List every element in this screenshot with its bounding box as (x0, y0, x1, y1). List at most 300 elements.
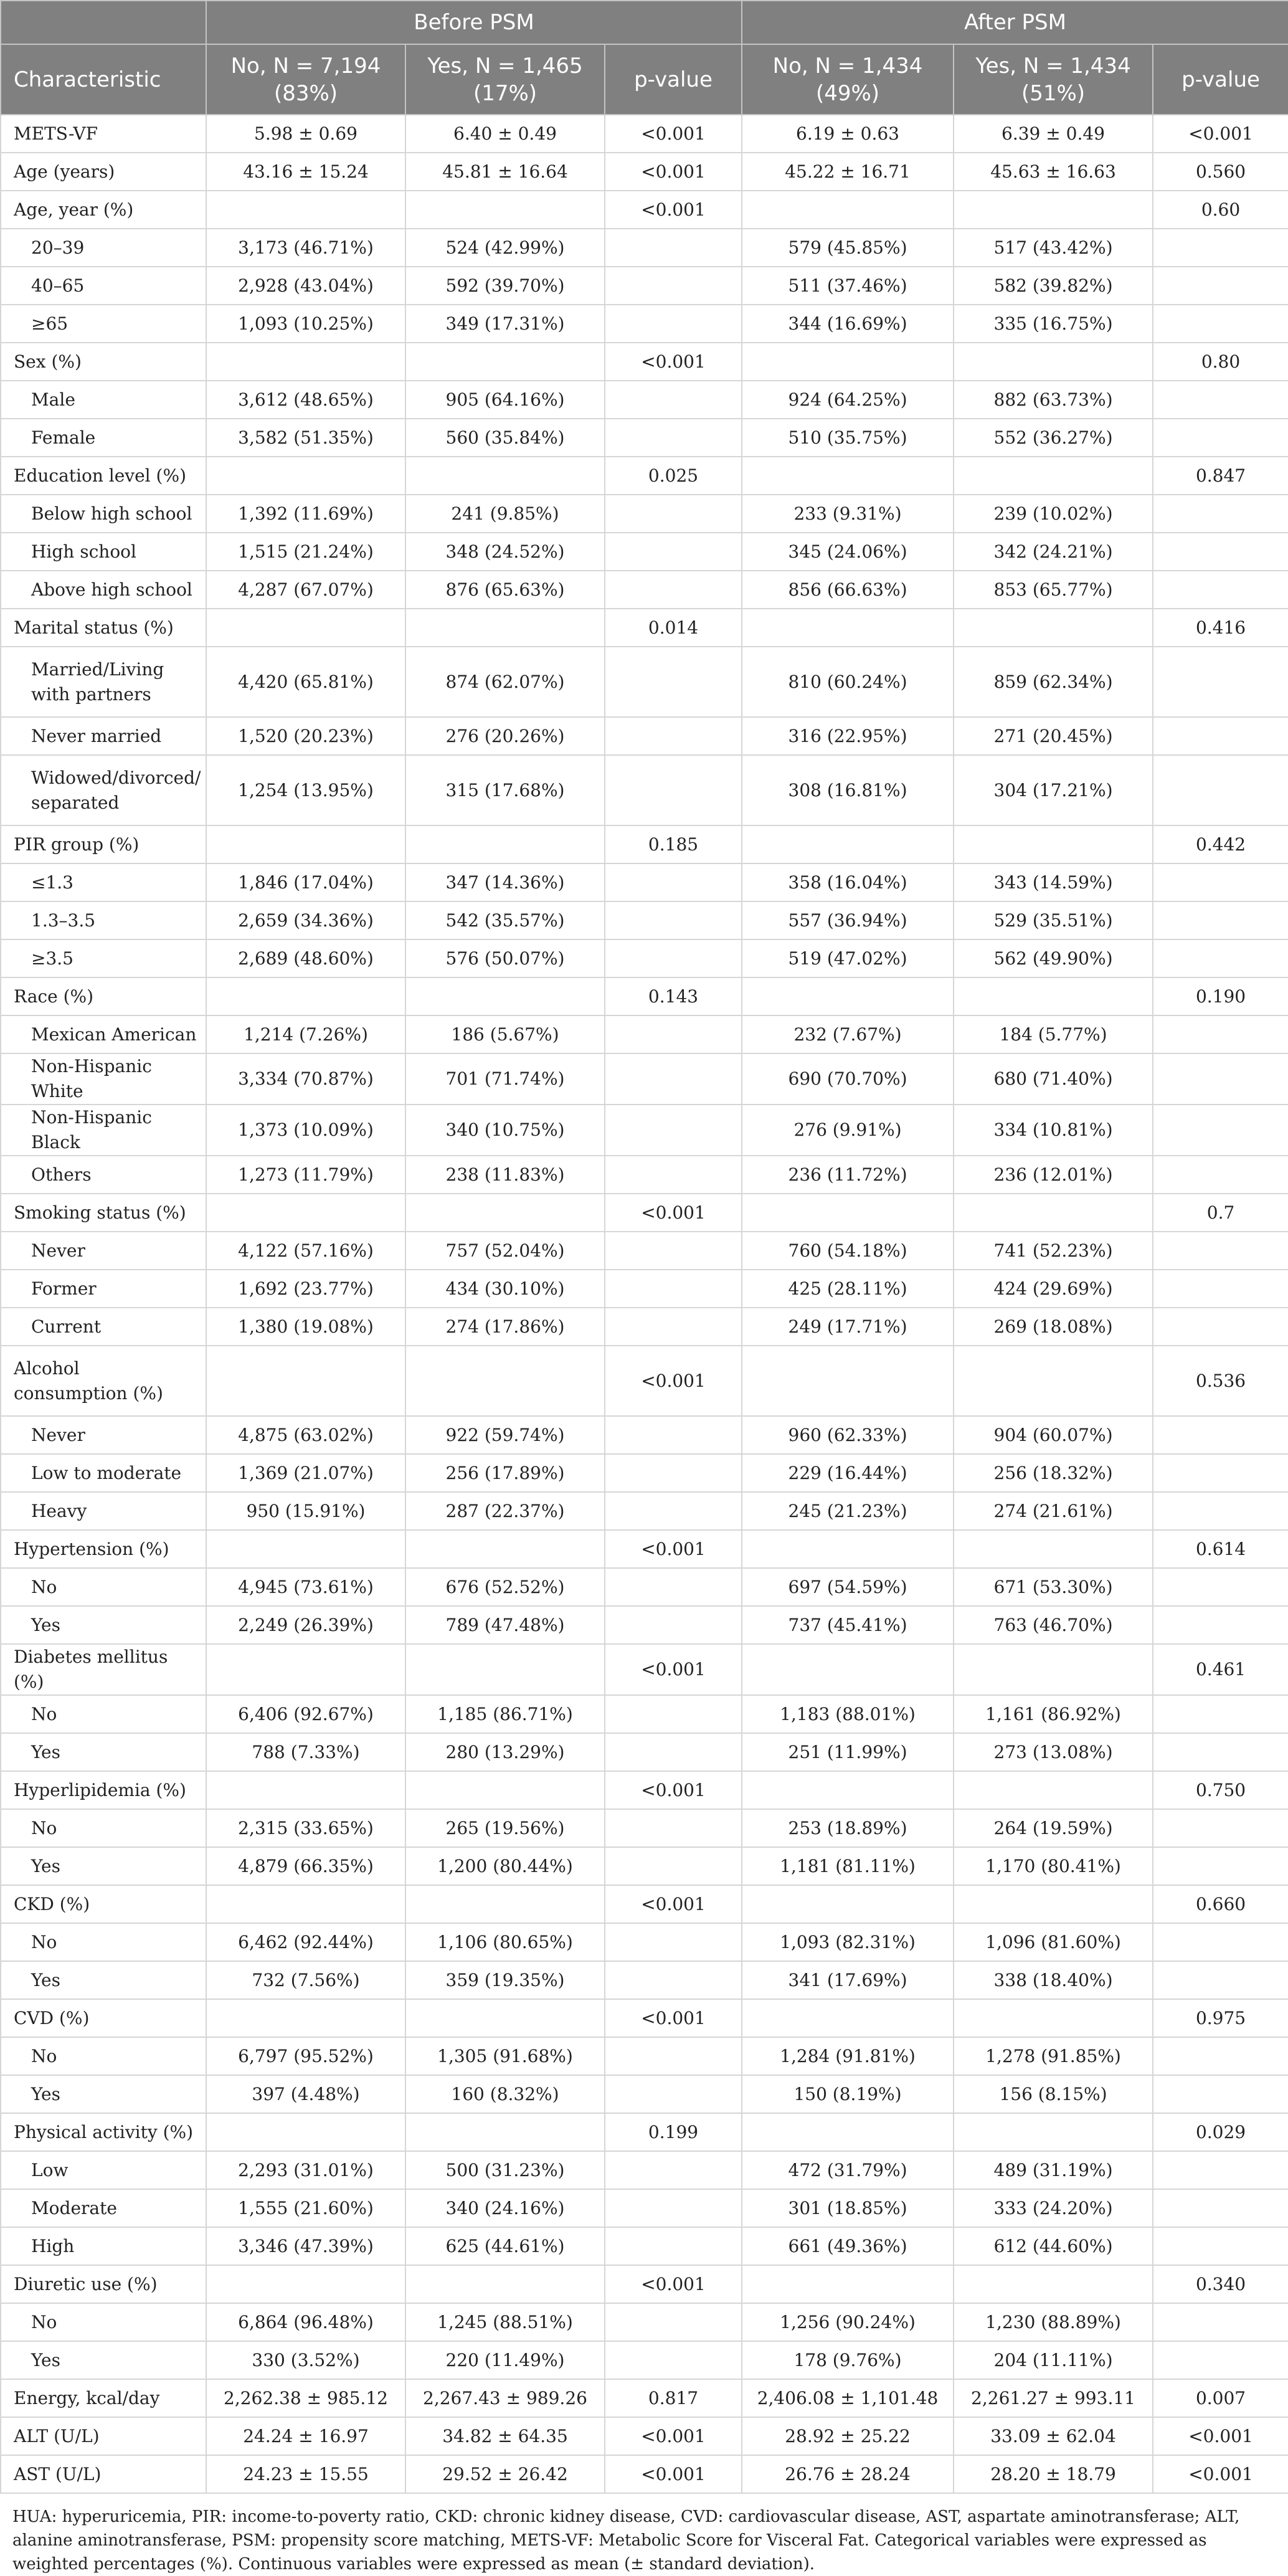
before-no-cell: 1,380 (19.08%) (206, 1308, 405, 1346)
before-p-value-cell (605, 1961, 742, 1999)
before-p-value-cell (605, 2075, 742, 2113)
after-yes-cell (954, 343, 1153, 381)
before-yes-cell: 876 (65.63%) (405, 571, 605, 609)
after-yes-cell: 338 (18.40%) (954, 1961, 1153, 1999)
table-row (1, 977, 1288, 1015)
after-yes-cell: 45.63 ± 16.63 (954, 153, 1153, 191)
after-p-value-cell (1153, 571, 1288, 609)
before-no-cell: 3,334 (70.87%) (206, 1053, 405, 1105)
after-p-value-cell (1153, 1568, 1288, 1606)
before-yes-cell (405, 1530, 605, 1568)
after-yes-cell (954, 1885, 1153, 1923)
before-no-cell: 397 (4.48%) (206, 2075, 405, 2113)
before-p-value-cell (605, 305, 742, 343)
before-no-cell (206, 825, 405, 863)
table-row (1, 1999, 1288, 2037)
after-p-value-cell (1153, 533, 1288, 571)
after-p-value-cell (1153, 2341, 1288, 2379)
before-no-cell: 24.23 ± 15.55 (206, 2455, 405, 2493)
after-no-cell (742, 1530, 954, 1568)
before-p-value-cell: <0.001 (605, 343, 742, 381)
characteristic-cell: Yes (1, 1847, 206, 1885)
before-p-value-cell: <0.001 (605, 2265, 742, 2303)
before-no-cell (206, 2113, 405, 2151)
before-yes-cell: 757 (52.04%) (405, 1232, 605, 1270)
table-row (1, 153, 1288, 191)
characteristic-cell: Yes (1, 1606, 206, 1644)
after-yes-cell (954, 2265, 1153, 2303)
before-yes-cell: 625 (44.61%) (405, 2227, 605, 2265)
before-p-value-cell (605, 1270, 742, 1308)
after-p-value-cell (1153, 1809, 1288, 1847)
before-no-cell (206, 343, 405, 381)
after-yes-cell: 184 (5.77%) (954, 1015, 1153, 1053)
table-subrow (1, 2227, 1288, 2265)
before-p-value-cell (605, 2227, 742, 2265)
before-p-value-cell (605, 2303, 742, 2341)
after-p-value-cell (1153, 1105, 1288, 1156)
characteristic-cell: Alcohol consumption (%) (1, 1346, 206, 1416)
after-no-cell: 358 (16.04%) (742, 863, 954, 901)
before-yes-cell: 1,200 (80.44%) (405, 1847, 605, 1885)
after-yes-cell (954, 191, 1153, 229)
before-yes-cell: 34.82 ± 64.35 (405, 2417, 605, 2455)
before-p-value-cell (605, 863, 742, 901)
before-yes-cell: 340 (24.16%) (405, 2189, 605, 2227)
before-no-cell (206, 457, 405, 495)
after-yes-cell: 552 (36.27%) (954, 419, 1153, 457)
before-p-value-cell (605, 1733, 742, 1771)
before-yes-cell (405, 1885, 605, 1923)
before-yes-cell: 287 (22.37%) (405, 1492, 605, 1530)
table-subrow (1, 717, 1288, 755)
after-no-cell: 519 (47.02%) (742, 939, 954, 977)
characteristic-cell: No (1, 2037, 206, 2075)
characteristic-cell: Age, year (%) (1, 191, 206, 229)
after-no-cell: 960 (62.33%) (742, 1416, 954, 1454)
before-p-value-cell: <0.001 (605, 1999, 742, 2037)
before-no-cell: 1,254 (13.95%) (206, 755, 405, 825)
after-yes-cell: 424 (29.69%) (954, 1270, 1153, 1308)
characteristic-cell: No (1, 1568, 206, 1606)
before-p-value-cell: 0.025 (605, 457, 742, 495)
before-no-cell: 24.24 ± 16.97 (206, 2417, 405, 2455)
table-subrow (1, 267, 1288, 305)
after-p-value-cell (1153, 901, 1288, 939)
before-p-value-cell (605, 1015, 742, 1053)
table-subrow (1, 1308, 1288, 1346)
after-no-cell: 856 (66.63%) (742, 571, 954, 609)
characteristic-cell: Current (1, 1308, 206, 1346)
after-no-cell (742, 457, 954, 495)
before-no-cell: 4,420 (65.81%) (206, 647, 405, 717)
after-p-value-cell (1153, 1733, 1288, 1771)
after-p-value-cell (1153, 1015, 1288, 1053)
before-no-cell: 5.98 ± 0.69 (206, 115, 405, 153)
characteristic-cell: High school (1, 533, 206, 571)
after-p-value-cell (1153, 939, 1288, 977)
after-p-value-cell: 0.614 (1153, 1530, 1288, 1568)
after-yes-cell (954, 609, 1153, 647)
after-p-value-cell: 0.416 (1153, 609, 1288, 647)
characteristic-cell: Former (1, 1270, 206, 1308)
characteristic-cell: Above high school (1, 571, 206, 609)
before-yes-cell (405, 1999, 605, 2037)
before-no-cell: 1,520 (20.23%) (206, 717, 405, 755)
after-yes-cell: 680 (71.40%) (954, 1053, 1153, 1105)
table-row (1, 2379, 1288, 2417)
characteristic-cell: No (1, 1695, 206, 1733)
table-subrow (1, 305, 1288, 343)
characteristic-cell: ≥3.5 (1, 939, 206, 977)
table-subrow (1, 1015, 1288, 1053)
before-p-value-cell: 0.014 (605, 609, 742, 647)
before-yes-cell: 348 (24.52%) (405, 533, 605, 571)
before-p-value-cell: 0.199 (605, 2113, 742, 2151)
before-no-cell (206, 1885, 405, 1923)
after-p-value-cell: 0.847 (1153, 457, 1288, 495)
before-no-cell: 1,392 (11.69%) (206, 495, 405, 533)
after-yes-cell: 562 (49.90%) (954, 939, 1153, 977)
after-no-cell: 253 (18.89%) (742, 1809, 954, 1847)
table-body (1, 115, 1288, 2493)
before-p-value-cell (605, 2037, 742, 2075)
before-p-value-cell (605, 1809, 742, 1847)
characteristic-cell: METS-VF (1, 115, 206, 153)
after-p-value-cell (1153, 419, 1288, 457)
table-subrow (1, 1733, 1288, 1771)
before-no-cell (206, 977, 405, 1015)
after-no-cell: 1,181 (81.11%) (742, 1847, 954, 1885)
after-p-value-cell (1153, 229, 1288, 267)
before-p-value-cell (605, 1156, 742, 1194)
after-p-value-cell: 0.560 (1153, 153, 1288, 191)
after-no-cell: 1,256 (90.24%) (742, 2303, 954, 2341)
before-no-cell: 1,273 (11.79%) (206, 1156, 405, 1194)
before-yes-cell: 2,267.43 ± 989.26 (405, 2379, 605, 2417)
after-no-cell (742, 1771, 954, 1809)
before-yes-cell: 500 (31.23%) (405, 2151, 605, 2189)
after-p-value-cell (1153, 2151, 1288, 2189)
after-yes-cell: 1,170 (80.41%) (954, 1847, 1153, 1885)
before-yes-cell: 359 (19.35%) (405, 1961, 605, 1999)
after-p-value-cell: 0.536 (1153, 1346, 1288, 1416)
after-yes-cell: 671 (53.30%) (954, 1568, 1153, 1606)
after-yes-cell (954, 457, 1153, 495)
before-no-cell: 1,846 (17.04%) (206, 863, 405, 901)
table-subrow (1, 495, 1288, 533)
table-subrow (1, 1809, 1288, 1847)
characteristic-cell: AST (U/L) (1, 2455, 206, 2493)
table-row (1, 1530, 1288, 1568)
table-subrow (1, 2037, 1288, 2075)
after-no-cell: 45.22 ± 16.71 (742, 153, 954, 191)
after-no-cell (742, 609, 954, 647)
before-p-value-cell (605, 381, 742, 419)
before-yes-cell: 1,305 (91.68%) (405, 2037, 605, 2075)
after-yes-cell: 582 (39.82%) (954, 267, 1153, 305)
before-p-value-cell: <0.001 (605, 1194, 742, 1232)
before-yes-cell (405, 457, 605, 495)
table-subrow (1, 901, 1288, 939)
after-yes-cell: 269 (18.08%) (954, 1308, 1153, 1346)
table-footnote: HUA: hyperuricemia, PIR: income-to-poverty ratio, CKD: chronic kidney disease, CVD: cardiovascular disease, AST, aspartate aminotransferase; ALT, alanine aminotransferase, PSM: propensity score matching, METS-VF: Metabolic Score for Visceral Fat. Categorical variables were expressed as weighted percentages (%). Continuous variables were expressed as mean (± standard deviation). (12, 2507, 1240, 2574)
after-no-cell (742, 1194, 954, 1232)
before-no-cell (206, 1346, 405, 1416)
after-p-value-cell (1153, 1961, 1288, 1999)
characteristic-cell: No (1, 1923, 206, 1961)
table-subrow (1, 2151, 1288, 2189)
before-yes-cell: 29.52 ± 26.42 (405, 2455, 605, 2493)
table-subrow (1, 1606, 1288, 1644)
after-p-value-cell: <0.001 (1153, 2455, 1288, 2493)
table-subrow (1, 1492, 1288, 1530)
table-row (1, 1346, 1288, 1416)
after-p-value-cell (1153, 2227, 1288, 2265)
before-no-cell: 4,875 (63.02%) (206, 1416, 405, 1454)
after-p-value-cell (1153, 717, 1288, 755)
after-yes-cell: 6.39 ± 0.49 (954, 115, 1153, 153)
after-no-cell: 557 (36.94%) (742, 901, 954, 939)
after-yes-cell: 256 (18.32%) (954, 1454, 1153, 1492)
after-yes-cell (954, 1999, 1153, 2037)
characteristic-cell: CVD (%) (1, 1999, 206, 2037)
after-p-value-cell (1153, 647, 1288, 717)
after-yes-cell (954, 2113, 1153, 2151)
before-yes-cell: 592 (39.70%) (405, 267, 605, 305)
before-no-cell: 2,689 (48.60%) (206, 939, 405, 977)
after-no-cell (742, 1644, 954, 1695)
characteristic-cell: No (1, 1809, 206, 1847)
table-subrow (1, 1568, 1288, 1606)
after-yes-cell: 741 (52.23%) (954, 1232, 1153, 1270)
table-subrow (1, 1053, 1288, 1105)
after-no-cell: 229 (16.44%) (742, 1454, 954, 1492)
characteristic-cell: Mexican American (1, 1015, 206, 1053)
after-yes-cell (954, 1346, 1153, 1416)
characteristic-cell: ALT (U/L) (1, 2417, 206, 2455)
before-no-cell: 950 (15.91%) (206, 1492, 405, 1530)
characteristic-cell: Race (%) (1, 977, 206, 1015)
characteristic-cell: Yes (1, 1733, 206, 1771)
after-p-value-cell (1153, 1847, 1288, 1885)
before-p-value-cell (605, 1105, 742, 1156)
before-p-value-cell: <0.001 (605, 1346, 742, 1416)
after-yes-cell: 271 (20.45%) (954, 717, 1153, 755)
characteristic-cell: 40–65 (1, 267, 206, 305)
before-yes-cell (405, 343, 605, 381)
characteristic-cell: 20–39 (1, 229, 206, 267)
before-yes-cell: 6.40 ± 0.49 (405, 115, 605, 153)
before-p-value-cell (605, 495, 742, 533)
characteristic-cell: Male (1, 381, 206, 419)
table-subrow (1, 1156, 1288, 1194)
after-p-value-cell: 0.7 (1153, 1194, 1288, 1232)
before-p-value-cell: 0.185 (605, 825, 742, 863)
before-p-value-cell (605, 901, 742, 939)
after-no-cell: 232 (7.67%) (742, 1015, 954, 1053)
before-yes-cell: 280 (13.29%) (405, 1733, 605, 1771)
after-no-cell: 28.92 ± 25.22 (742, 2417, 954, 2455)
table-row (1, 1771, 1288, 1809)
after-yes-cell: 156 (8.15%) (954, 2075, 1153, 2113)
before-no-cell (206, 1771, 405, 1809)
after-no-cell: 690 (70.70%) (742, 1053, 954, 1105)
before-no-cell: 2,928 (43.04%) (206, 267, 405, 305)
header-column-row (1, 44, 1288, 115)
after-yes-cell (954, 1194, 1153, 1232)
after-no-cell (742, 191, 954, 229)
after-p-value-cell (1153, 1454, 1288, 1492)
before-yes-cell (405, 609, 605, 647)
before-yes-cell: 542 (35.57%) (405, 901, 605, 939)
before-p-value-cell: <0.001 (605, 2417, 742, 2455)
before-p-value-cell (605, 1454, 742, 1492)
after-no-cell: 249 (17.71%) (742, 1308, 954, 1346)
characteristic-cell: Physical activity (%) (1, 2113, 206, 2151)
after-p-value-cell: 0.60 (1153, 191, 1288, 229)
characteristic-cell: Hypertension (%) (1, 1530, 206, 1568)
after-p-value-cell (1153, 381, 1288, 419)
before-no-cell: 1,093 (10.25%) (206, 305, 405, 343)
before-no-cell: 6,797 (95.52%) (206, 2037, 405, 2075)
before-p-value-cell (605, 1053, 742, 1105)
header-group-row (1, 1, 1288, 44)
after-no-cell: 150 (8.19%) (742, 2075, 954, 2113)
after-yes-cell: 904 (60.07%) (954, 1416, 1153, 1454)
after-no-cell: 737 (45.41%) (742, 1606, 954, 1644)
table-row (1, 1885, 1288, 1923)
after-no-cell: 6.19 ± 0.63 (742, 115, 954, 153)
after-p-value-cell (1153, 1156, 1288, 1194)
characteristic-cell: No (1, 2303, 206, 2341)
after-no-cell: 511 (37.46%) (742, 267, 954, 305)
characteristic-cell: Moderate (1, 2189, 206, 2227)
after-yes-cell: 334 (10.81%) (954, 1105, 1153, 1156)
before-no-cell: 1,373 (10.09%) (206, 1105, 405, 1156)
before-p-value-cell: <0.001 (605, 1771, 742, 1809)
before-p-value-cell (605, 571, 742, 609)
characteristic-cell: Non-Hispanic White (1, 1053, 206, 1105)
table-row (1, 2417, 1288, 2455)
before-yes-cell (405, 2265, 605, 2303)
before-p-value-cell (605, 939, 742, 977)
before-yes-cell (405, 1346, 605, 1416)
before-yes-cell: 349 (17.31%) (405, 305, 605, 343)
after-yes-cell: 264 (19.59%) (954, 1809, 1153, 1847)
before-no-cell: 4,879 (66.35%) (206, 1847, 405, 1885)
before-p-value-cell (605, 229, 742, 267)
after-no-cell: 810 (60.24%) (742, 647, 954, 717)
table-subrow (1, 2341, 1288, 2379)
before-yes-cell: 274 (17.86%) (405, 1308, 605, 1346)
characteristic-cell: Never (1, 1232, 206, 1270)
after-no-cell: 251 (11.99%) (742, 1733, 954, 1771)
before-no-cell (206, 1644, 405, 1695)
before-no-cell (206, 1194, 405, 1232)
table-subrow (1, 419, 1288, 457)
before-no-cell: 2,293 (31.01%) (206, 2151, 405, 2189)
after-yes-cell: 333 (24.20%) (954, 2189, 1153, 2227)
column-header-before-yes: Yes, N = 1,465 (17%) (405, 44, 605, 115)
table-subrow (1, 2189, 1288, 2227)
before-yes-cell: 340 (10.75%) (405, 1105, 605, 1156)
characteristic-cell: Sex (%) (1, 343, 206, 381)
before-yes-cell (405, 2113, 605, 2151)
before-p-value-cell (605, 717, 742, 755)
table-subrow (1, 2303, 1288, 2341)
before-no-cell: 1,515 (21.24%) (206, 533, 405, 571)
table-subrow (1, 381, 1288, 419)
after-p-value-cell (1153, 1270, 1288, 1308)
characteristic-cell: Non-Hispanic Black (1, 1105, 206, 1156)
after-yes-cell: 763 (46.70%) (954, 1606, 1153, 1644)
table-row (1, 1194, 1288, 1232)
table-row (1, 343, 1288, 381)
characteristic-cell: ≥65 (1, 305, 206, 343)
table-subrow (1, 1105, 1288, 1156)
table-subrow (1, 571, 1288, 609)
table-row (1, 457, 1288, 495)
after-no-cell: 697 (54.59%) (742, 1568, 954, 1606)
before-no-cell: 732 (7.56%) (206, 1961, 405, 1999)
after-yes-cell: 273 (13.08%) (954, 1733, 1153, 1771)
characteristic-cell: Never married (1, 717, 206, 755)
table-subrow (1, 1454, 1288, 1492)
before-no-cell: 1,692 (23.77%) (206, 1270, 405, 1308)
before-p-value-cell (605, 1492, 742, 1530)
before-p-value-cell (605, 2341, 742, 2379)
before-p-value-cell (605, 267, 742, 305)
after-p-value-cell (1153, 495, 1288, 533)
after-no-cell: 924 (64.25%) (742, 381, 954, 419)
before-yes-cell: 265 (19.56%) (405, 1809, 605, 1847)
before-yes-cell: 160 (8.32%) (405, 2075, 605, 2113)
before-p-value-cell (605, 1695, 742, 1733)
before-p-value-cell (605, 2151, 742, 2189)
after-no-cell (742, 343, 954, 381)
table-subrow (1, 1923, 1288, 1961)
table-subrow (1, 863, 1288, 901)
before-yes-cell (405, 977, 605, 1015)
before-yes-cell: 1,185 (86.71%) (405, 1695, 605, 1733)
table-subrow (1, 229, 1288, 267)
after-no-cell: 510 (35.75%) (742, 419, 954, 457)
before-yes-cell: 560 (35.84%) (405, 419, 605, 457)
after-yes-cell: 1,278 (91.85%) (954, 2037, 1153, 2075)
before-no-cell: 330 (3.52%) (206, 2341, 405, 2379)
after-no-cell: 301 (18.85%) (742, 2189, 954, 2227)
characteristic-cell: Never (1, 1416, 206, 1454)
table-subrow (1, 755, 1288, 825)
before-yes-cell: 434 (30.10%) (405, 1270, 605, 1308)
characteristic-cell: Marital status (%) (1, 609, 206, 647)
after-yes-cell (954, 1530, 1153, 1568)
after-p-value-cell (1153, 1606, 1288, 1644)
before-no-cell: 788 (7.33%) (206, 1733, 405, 1771)
after-p-value-cell (1153, 2303, 1288, 2341)
table-row (1, 2113, 1288, 2151)
before-p-value-cell (605, 755, 742, 825)
after-p-value-cell (1153, 1492, 1288, 1530)
before-no-cell (206, 1530, 405, 1568)
before-no-cell (206, 609, 405, 647)
after-p-value-cell: 0.029 (1153, 2113, 1288, 2151)
before-p-value-cell: <0.001 (605, 115, 742, 153)
before-p-value-cell (605, 1232, 742, 1270)
before-no-cell: 2,249 (26.39%) (206, 1606, 405, 1644)
characteristic-cell: ≤1.3 (1, 863, 206, 901)
